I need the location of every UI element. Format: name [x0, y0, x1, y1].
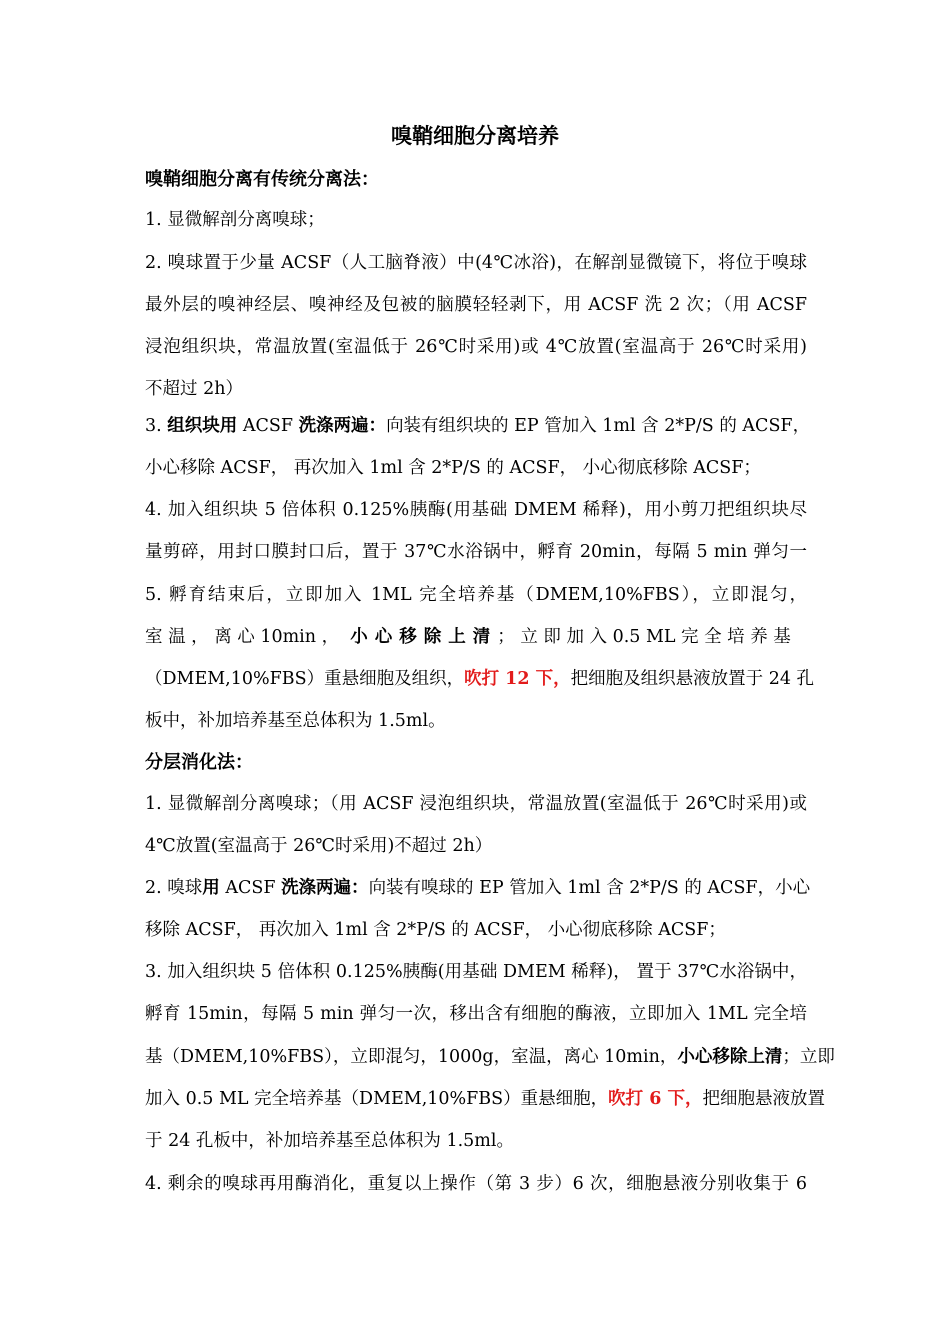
bold-text: 洗涤两遍：	[298, 416, 387, 436]
step-5-line-3	[145, 664, 815, 694]
bold-text: 用	[202, 878, 220, 898]
step-2-line-4: 不超过 2h）	[145, 379, 243, 399]
bold-text: 组织块用	[167, 416, 238, 436]
bold-text: 洗涤两遍：	[281, 878, 369, 898]
bold-text: 小心移除上清	[677, 1047, 783, 1067]
step-2-line-1: 2. 嗅球置于少量 ACSF（人工脑脊液）中(4℃冰浴)，在解剖显微镜下，将位于嗅球	[145, 253, 807, 273]
step-number: 3.	[145, 416, 168, 436]
inline-text: 把细胞及组织悬液放置于 24 孔	[570, 669, 815, 689]
inline-text: ACSF	[219, 878, 282, 898]
step-2-line-3: 浸泡组织块，常温放置(室温低于 26℃时采用)或 4℃放置(室温高于 26℃时采用)	[145, 337, 807, 357]
inline-text: 加入 0.5 ML 完全培养基（DMEM,10%FBS）重悬细胞，	[145, 1089, 609, 1109]
layered-step-3-line-5: 于 24 孔板中，补加培养基至总体积为 1.5ml。	[145, 1131, 514, 1151]
inline-text: ACSF	[237, 416, 299, 436]
layered-step-2-line-1	[145, 873, 811, 903]
inline-text: 基（DMEM,10%FBS），立即混匀，1000g，室温，离心 10min，	[145, 1047, 678, 1067]
layered-step-3-line-2: 孵育 15min，每隔 5 min 弹匀一次，移出含有细胞的酶液，立即加入 1ML 完全培	[145, 1004, 807, 1024]
inline-text: 室 温 ， 离 心 10min ，	[145, 627, 340, 647]
step-4-line-1: 4. 加入组织块 5 倍体积 0.125%胰酶(用基础 DMEM 稀释)，用小剪刀把组织块尽	[145, 500, 807, 520]
layered-step-2-line-2: 移除 ACSF， 再次加入 1ml 含 2*P/S 的 ACSF， 小心彻底移除 ACSF；	[145, 920, 726, 940]
inline-text: ； 立 即 加 入 0.5 ML 完 全 培 养 基	[497, 627, 791, 647]
step-5-line-2	[145, 622, 807, 652]
inline-text: 把细胞悬液放置	[702, 1089, 826, 1109]
step-2-line-2: 最外层的嗅神经层、嗅神经及包被的脑膜轻轻剥下，用 ACSF 洗 2 次；（用 ACSF	[145, 295, 807, 315]
step-3-line-1	[145, 411, 811, 441]
step-1-line: 1. 显微解剖分离嗅球；	[145, 210, 325, 230]
layered-step-1-line-1: 1. 显微解剖分离嗅球；（用 ACSF 浸泡组织块，常温放置(室温低于 26℃时采用)或	[145, 794, 807, 814]
step-4-line-2: 量剪碎，用封口膜封口后，置于 37℃水浴锅中，孵育 20min，每隔 5 min 弹匀一	[145, 542, 807, 562]
layered-step-3-line-4	[145, 1084, 826, 1114]
section-heading-layered: 分层消化法：	[145, 752, 253, 773]
step-5-line-4: 板中，补加培养基至总体积为 1.5ml。	[145, 711, 446, 731]
step-number: 2. 嗅球	[145, 878, 203, 898]
layered-step-3-line-3	[145, 1042, 835, 1072]
layered-step-3-line-1: 3. 加入组织块 5 倍体积 0.125%胰酶(用基础 DMEM 稀释)， 置于 37℃水浴锅中，	[145, 962, 807, 982]
page-title: 嗅鞘细胞分离培养	[391, 124, 559, 148]
layered-step-1-line-2: 4℃放置(室温高于 26℃时采用)不超过 2h）	[145, 836, 493, 856]
inline-text: 向装有嗅球的 EP 管加入 1ml 含 2*P/S 的 ACSF，小心	[368, 878, 811, 898]
red-emphasis-text: 吹打 6 下，	[608, 1089, 703, 1109]
section-heading-traditional: 嗅鞘细胞分离有传统分离法：	[145, 169, 379, 190]
bold-text: 小心移除上清	[350, 627, 498, 647]
step-3-line-2: 小心移除 ACSF， 再次加入 1ml 含 2*P/S 的 ACSF， 小心彻底移除 ACSF；	[145, 458, 761, 478]
inline-text: （DMEM,10%FBS）重悬细胞及组织，	[145, 669, 465, 689]
step-5-line-1: 5. 孵育结束后，立即加入 1ML 完全培养基（DMEM,10%FBS），立即混匀，	[145, 585, 807, 605]
red-emphasis-text: 吹打 12 下，	[464, 669, 571, 689]
inline-text: ；立即	[782, 1047, 835, 1067]
layered-step-4-line-1: 4. 剩余的嗅球再用酶消化，重复以上操作（第 3 步）6 次，细胞悬液分别收集于 6	[145, 1174, 807, 1194]
inline-text: 向装有组织块的 EP 管加入 1ml 含 2*P/S 的 ACSF，	[386, 416, 811, 436]
